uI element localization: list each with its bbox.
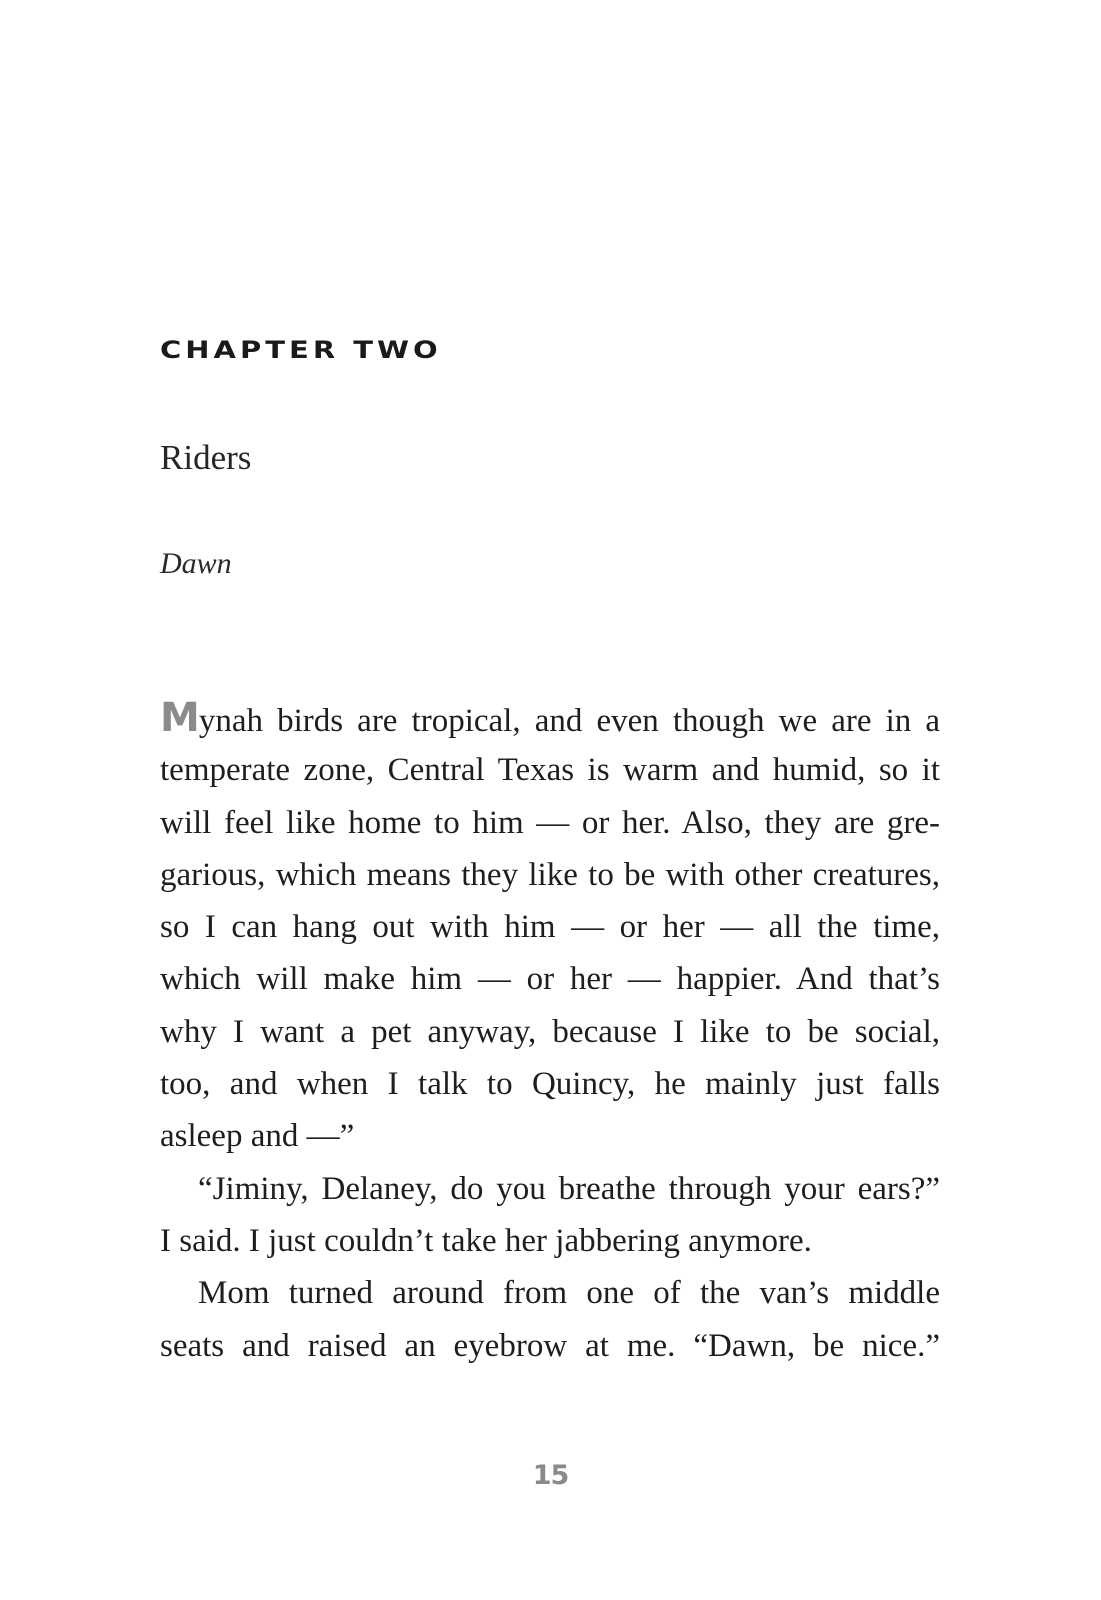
text-line: I said. I just couldn’t take her jabbering anymore. [160, 1222, 812, 1259]
chapter-label: CHAPTER TWO [160, 336, 442, 364]
text-line: too, and when I talk to Quincy, he mainly just falls [160, 1066, 940, 1103]
page-number: 15 [532, 1460, 569, 1491]
text-line: Mom turned around from one of the van’s middle [198, 1275, 940, 1312]
text-line: seats and raised an eyebrow at me. “Dawn, be nice.” [160, 1327, 940, 1364]
text-line: so I can hang out with him — or her — all the time, [160, 909, 940, 946]
text-line: which will make him — or her — happier. And that’s [160, 961, 940, 998]
text-line: will feel like home to him — or her. Also, they are gre- [160, 804, 940, 841]
drop-cap: M [160, 695, 199, 741]
text-line: why I want a pet anyway, because I like to be social, [160, 1013, 940, 1050]
text-line: “Jiminy, Delaney, do you breathe through your ears?” [198, 1170, 940, 1207]
text-line [160, 692, 940, 744]
text-line-content: ynah birds are tropical, and even though we are in a [198, 703, 940, 739]
text-line: asleep and —” [160, 1118, 355, 1155]
chapter-narrator: Dawn [160, 547, 232, 580]
text-line: temperate zone, Central Texas is warm and humid, so it [160, 752, 940, 789]
chapter-title: Riders [160, 438, 252, 477]
text-line: garious, which means they like to be with other creatures, [160, 856, 940, 893]
body-text [160, 692, 940, 1372]
